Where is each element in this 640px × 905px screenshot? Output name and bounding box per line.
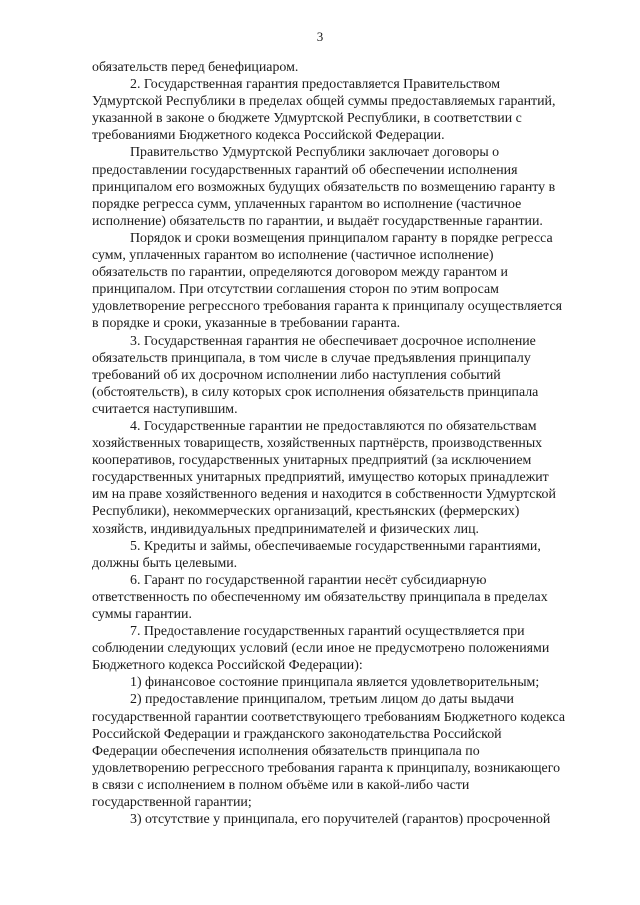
paragraph-item-3: 3. Государственная гарантия не обеспечивает досрочное исполнение обязательств принципала, в том числе в случае предъявления принципалу требований об их досрочном исполнении либо наступления событий (обстоятельств), в силу которых срок исполнения обязательств принципала считается наступившим.: [92, 333, 539, 417]
paragraph-item-4: 4. Государственные гарантии не предоставляются по обязательствам хозяйственных товариществ, хозяйственных партнёрств, производственных кооперативов, государственных унитарных предприятий (за исключением государственных унитарных предприятий, имущество которых принадлежит им на праве хозяйственного ведения и находится в собственности Удмуртской Республики), некоммерческих организаций, крестьянских (фермерских) хозяйств, индивидуальных предпринимателей и физических лиц.: [92, 418, 556, 537]
paragraph-government-agreements: Правительство Удмуртской Республики заключает договоры о предоставлении государственных гарантий об обеспечении исполнения принципалом его возможных будущих обязательств по возмещению гаранту в порядке регресса сумм, уплаченных гарантом во исполнение (частичное исполнение) обязательств по гарантии, и выдаёт государственные гарантии.: [92, 145, 556, 229]
condition-1: 1) финансовое состояние принципала является удовлетворительным;: [130, 675, 540, 691]
paragraph-reimbursement-procedure: Порядок и сроки возмещения принципалом гаранту в порядке регресса сумм, уплаченных гарантом во исполнение (частичное исполнение) обязательств по гарантии, определяются договором между гарантом и принципалом. При отсутствии соглашения сторон по этим вопросам удовлетворение регрессного требования гаранта к принципалу осуществляется в порядке и сроки, указанные в требовании гаранта.: [92, 230, 563, 332]
condition-3: 3) отсутствие у принципала, его поручителей (гарантов) просроченной: [130, 812, 551, 828]
condition-2: 2) предоставление принципалом, третьим лицом до даты выдачи государственной гарантии соответствующего требованиям Бюджетного кодекса Российской Федерации и гражданского законодательства Российской Федерации обеспечения исполнения обязательств принципала по удовлетворению регрессного требования гаранта к принципалу, возникающего в связи с исполнением в полном объёме или в какой-либо части государственной гарантии;: [92, 692, 566, 811]
paragraph-continuation: обязательств перед бенефициаром.: [92, 60, 299, 75]
page-number: 3: [316, 29, 324, 44]
paragraph-item-7: 7. Предоставление государственных гарантий осуществляется при соблюдении следующих условий (если иное не предусмотрено положениями Бюджетного кодекса Российской Федерации):: [92, 624, 550, 674]
paragraph-item-2: 2. Государственная гарантия предоставляется Правительством Удмуртской Республики в пределах общей суммы предоставляемых гарантий, указанной в законе о бюджете Удмуртской Республики, в соответствии с требованиями Бюджетного кодекса Российской Федерации.: [92, 77, 556, 144]
paragraph-item-6: 6. Гарант по государственной гарантии несёт субсидиарную ответственность по обеспеченному им обязательству принципала в пределах суммы гарантии.: [92, 572, 548, 622]
document-body: [92, 59, 609, 828]
paragraph-item-5: 5. Кредиты и займы, обеспечиваемые государственными гарантиями, должны быть целевыми.: [92, 538, 541, 571]
